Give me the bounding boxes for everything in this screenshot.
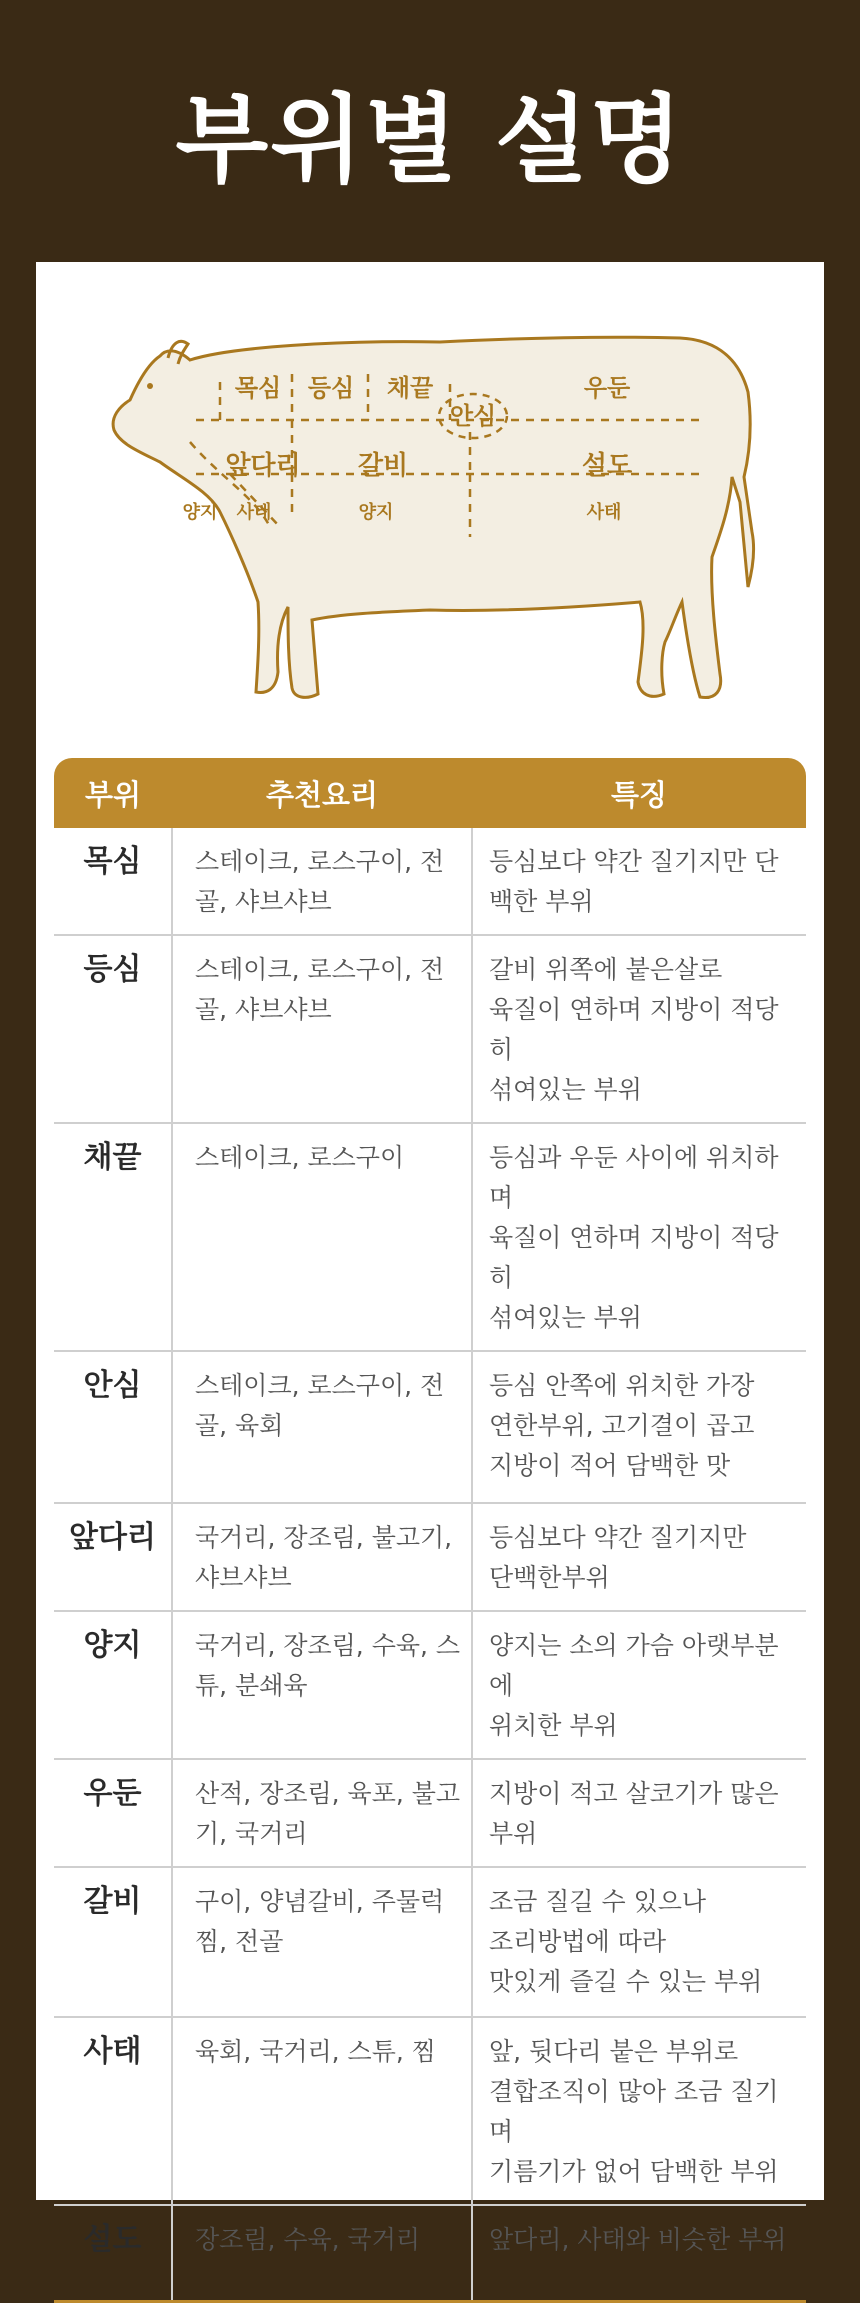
feature-cell: 양지는 소의 가슴 아랫부분에 위치한 부위 <box>472 1611 806 1759</box>
part-cell: 목심 <box>54 828 172 935</box>
part-cell: 등심 <box>54 935 172 1123</box>
label-ansim: 안심 <box>449 402 497 430</box>
label-udun: 우둔 <box>583 374 631 402</box>
part-cell: 양지 <box>54 1611 172 1759</box>
feature-cell: 지방이 적고 살코기가 많은 부위 <box>472 1759 806 1867</box>
header-feature: 특징 <box>472 758 806 828</box>
part-cell: 설도 <box>54 2205 172 2301</box>
dish-cell: 스테이크, 로스구이 <box>172 1123 472 1351</box>
feature-cell: 등심보다 약간 질기지만 단백한부위 <box>472 1503 806 1611</box>
feature-cell: 앞다리, 사태와 비슷한 부위 <box>472 2205 806 2301</box>
label-yangji-mid: 양지 <box>358 502 394 523</box>
dish-cell: 스테이크, 로스구이, 전골, 육회 <box>172 1351 472 1503</box>
label-apdari: 앞다리 <box>225 451 301 481</box>
dish-cell: 국거리, 장조림, 수육, 스튜, 분쇄육 <box>172 1611 472 1759</box>
label-moksim: 목심 <box>234 374 282 402</box>
table-row <box>54 828 806 935</box>
label-satae-rear: 사태 <box>586 502 622 523</box>
dish-cell: 장조림, 수육, 국거리 <box>172 2205 472 2301</box>
page-title: 부위별 설명 <box>175 84 685 196</box>
part-cell: 갈비 <box>54 1867 172 2017</box>
cow-eye <box>147 383 153 389</box>
table-row <box>54 935 806 1123</box>
dish-cell: 스테이크, 로스구이, 전골, 샤브샤브 <box>172 828 472 935</box>
dish-cell: 산적, 장조림, 육포, 불고기, 국거리 <box>172 1759 472 1867</box>
table-row <box>54 1611 806 1759</box>
table-header-row <box>54 758 806 828</box>
table-row <box>54 1503 806 1611</box>
label-satae-front: 사태 <box>236 502 272 523</box>
dish-cell: 스테이크, 로스구이, 전골, 샤브샤브 <box>172 935 472 1123</box>
label-galbi: 갈비 <box>357 451 409 481</box>
part-cell: 채끝 <box>54 1123 172 1351</box>
table-row <box>54 1759 806 1867</box>
dish-cell: 구이, 양념갈비, 주물럭 찜, 전골 <box>172 1867 472 2017</box>
content-card <box>36 262 824 2257</box>
feature-cell: 조금 질길 수 있으나 조리방법에 따라 맛있게 즐길 수 있는 부위 <box>472 1867 806 2017</box>
feature-cell: 앞, 뒷다리 붙은 부위로 결합조직이 많아 조금 질기며 기름기가 없어 담백한 부위 <box>472 2017 806 2205</box>
feature-cell: 등심과 우둔 사이에 위치하며 육질이 연하며 지방이 적당히 섞여있는 부위 <box>472 1123 806 1351</box>
beef-parts-table <box>54 758 806 2303</box>
part-cell: 앞다리 <box>54 1503 172 1611</box>
part-cell: 사태 <box>54 2017 172 2205</box>
table-row <box>54 2205 806 2301</box>
feature-cell: 등심보다 약간 질기지만 단백한 부위 <box>472 828 806 935</box>
label-yangji-front: 양지 <box>182 502 218 523</box>
header-dish: 추천요리 <box>172 758 472 828</box>
table-row <box>54 1123 806 1351</box>
label-seoldo: 설도 <box>581 451 633 481</box>
feature-cell: 갈비 위쪽에 붙은살로 육질이 연하며 지방이 적당히 섞여있는 부위 <box>472 935 806 1123</box>
table-row <box>54 1351 806 1503</box>
dish-cell: 육회, 국거리, 스튜, 찜 <box>172 2017 472 2205</box>
part-cell: 우둔 <box>54 1759 172 1867</box>
beef-cuts-diagram <box>80 302 780 742</box>
label-deungsim: 등심 <box>307 374 355 402</box>
header-part: 부위 <box>54 758 172 828</box>
dish-cell: 국거리, 장조림, 불고기, 샤브샤브 <box>172 1503 472 1611</box>
table-row <box>54 2017 806 2205</box>
label-chaekkeut: 채끝 <box>386 374 434 402</box>
part-cell: 안심 <box>54 1351 172 1503</box>
table-row <box>54 1867 806 2017</box>
feature-cell: 등심 안쪽에 위치한 가장 연한부위, 고기결이 곱고 지방이 적어 담백한 맛 <box>472 1351 806 1503</box>
